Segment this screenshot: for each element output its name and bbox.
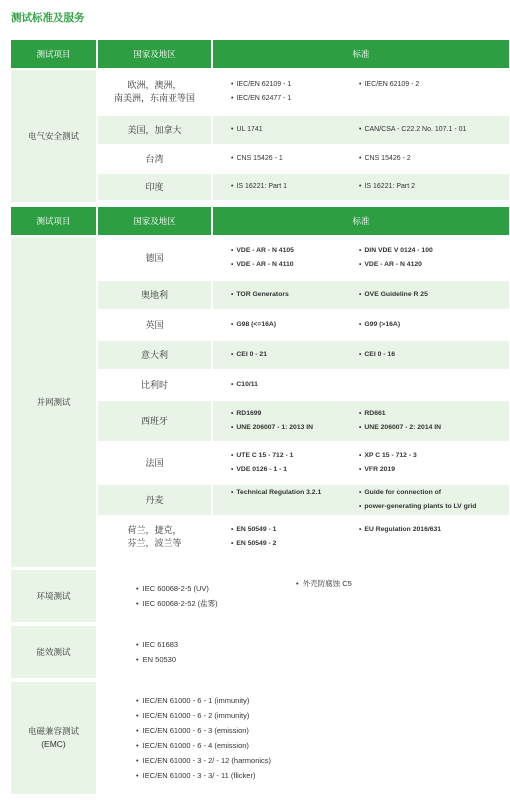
header-test-item: 测试项目 (11, 207, 96, 235)
region-cell: 意大利 (98, 341, 211, 369)
standards-cell (213, 237, 509, 279)
standard-item: • IEC/EN 61000 - 6 - 4 (emission) (136, 738, 356, 753)
page-title: 测试标准及服务 (11, 12, 85, 24)
table-row (98, 485, 509, 515)
standard-item: • IEC/EN 62109 - 2 (359, 78, 509, 92)
standards-cell (213, 443, 509, 483)
standard-item: • VDE - AR - N 4110 (231, 258, 359, 272)
standard-item: • VDE - AR - N 4120 (359, 258, 509, 272)
standards-cell (213, 517, 509, 557)
electrical-safety-table (11, 40, 509, 202)
standard-item: • CEI 0 - 16 (359, 348, 509, 362)
standard-item: • C10/11 (231, 378, 359, 392)
standard-item: • IEC/EN 62109 - 1 (231, 78, 359, 92)
standard-item: • DIN VDE V 0124 - 100 (359, 244, 509, 258)
standard-item: • IEC/EN 61000 - 6 - 2 (immunity) (136, 708, 356, 723)
standards-list-left (231, 152, 359, 166)
region-cell: 德国 (98, 237, 211, 279)
energy-efficiency-section (11, 626, 509, 678)
region-cell: 比利时 (98, 371, 211, 399)
header-test-item: 测试项目 (11, 40, 96, 68)
standard-item: • TOR Generators (231, 288, 359, 302)
standards-list-right (359, 348, 509, 362)
standards-list-right (359, 449, 509, 477)
standards-list-left (231, 123, 359, 137)
table-row (98, 341, 509, 369)
standards-list-right (359, 152, 509, 166)
standards-list-left (231, 180, 359, 194)
standard-item: • Technical Regulation 3.2.1 (231, 486, 359, 500)
standards-cell (213, 174, 509, 200)
region-cell: 英国 (98, 311, 211, 339)
standard-item: • 外壳防腐蚀 C5 (296, 576, 456, 591)
standard-item: • IEC 61683 (136, 637, 296, 652)
region-cell: 法国 (98, 443, 211, 483)
standards-list-right (359, 70, 509, 92)
grid-connection-table (11, 207, 509, 567)
standard-item: • IEC/EN 61000 - 6 - 3 (emission) (136, 723, 356, 738)
standards-list-right (359, 407, 509, 435)
standard-item: • IEC 60068-2-5 (UV) (136, 581, 296, 596)
standard-item: • G98 (<=16A) (231, 318, 359, 332)
standard-item: • XP C 15 - 712 - 3 (359, 449, 509, 463)
header-standard: 标准 (213, 40, 509, 68)
standard-item: • EU Regulation 2016/631 (359, 523, 509, 537)
emc-test-section (11, 682, 509, 794)
standards-cell (213, 70, 509, 114)
standards-list-right (359, 180, 509, 194)
standards-cell (213, 116, 509, 144)
category-cell: 能效测试 (11, 626, 96, 678)
standards-list-left (231, 485, 359, 500)
standards-cell (213, 485, 509, 515)
standards-list-left (231, 449, 359, 477)
region-cell: 台湾 (98, 146, 211, 172)
standards-list-left (136, 581, 296, 611)
standard-item: • IEC/EN 61000 - 3 - 3/ - 11 (flicker) (136, 768, 356, 783)
standards-list-left (231, 244, 359, 272)
category-cell: 环境测试 (11, 570, 96, 622)
standards-list-left (231, 78, 359, 106)
standards-list-right (359, 486, 509, 514)
environmental-test-section (11, 570, 509, 622)
region-cell: 欧洲，澳洲， 南美洲，东南亚等国 (98, 70, 211, 114)
standards-list-left (231, 523, 359, 551)
standard-item: • power-generating plants to LV grid (359, 500, 509, 514)
region-cell: 荷兰，捷克， 芬兰，波兰等 (98, 517, 211, 557)
standard-item: • IEC/EN 61000 - 6 - 1 (immunity) (136, 693, 356, 708)
standards-list-left (231, 407, 359, 435)
standards-list-right (359, 288, 509, 302)
standard-item: • IEC/EN 61000 - 3 - 2/ - 12 (harmonics) (136, 753, 356, 768)
table-row (98, 70, 509, 114)
region-cell: 美国，加拿大 (98, 116, 211, 144)
standard-item: • CEI 0 - 21 (231, 348, 359, 362)
standard-item: • IEC/EN 62477 - 1 (231, 92, 359, 106)
standards-list-right (359, 244, 509, 272)
header-region: 国家及地区 (98, 207, 211, 235)
standards-list-left (231, 318, 359, 332)
standards-list-left (231, 288, 359, 302)
standards-list-left (136, 693, 356, 783)
table-row (98, 174, 509, 200)
standard-item: • VFR 2019 (359, 463, 509, 477)
standards-list-right (359, 318, 509, 332)
standard-item: • UL 1741 (231, 123, 359, 137)
standard-item: • IS 16221: Part 2 (359, 180, 509, 194)
standard-item: • UTE C 15 - 712 - 1 (231, 449, 359, 463)
table-row (98, 371, 509, 399)
standard-item: • EN 50549 - 2 (231, 537, 359, 551)
table-row (98, 116, 509, 144)
standard-item: • G99 (>16A) (359, 318, 509, 332)
standard-item: • VDE - AR - N 4105 (231, 244, 359, 258)
table-row (98, 237, 509, 279)
region-cell: 印度 (98, 174, 211, 200)
standards-cell (213, 341, 509, 369)
standards-list-right (296, 570, 456, 591)
standards-list-left (231, 348, 359, 362)
header-standard: 标准 (213, 207, 509, 235)
category-cell: 电气安全测试 (11, 70, 96, 202)
standard-item: • RD1699 (231, 407, 359, 421)
category-cell: 并网测试 (11, 237, 96, 567)
region-cell: 丹麦 (98, 485, 211, 515)
table-row (98, 401, 509, 441)
table-row (98, 281, 509, 309)
standard-item: • EN 50549 - 1 (231, 523, 359, 537)
category-cell: 电磁兼容测试 (EMC) (11, 682, 96, 794)
table-header (11, 40, 509, 68)
standard-item: • CAN/CSA - C22.2 No. 107.1 - 01 (359, 123, 509, 137)
table-row (98, 517, 509, 557)
standards-list-right (359, 123, 509, 137)
table-header (11, 207, 509, 235)
standards-cell (213, 311, 509, 339)
table-row (98, 311, 509, 339)
standard-item: • IEC 60068-2-52 (盐雾) (136, 596, 296, 611)
standards-cell (213, 146, 509, 172)
standard-item: • OVE Guideline R 25 (359, 288, 509, 302)
region-cell: 奥地利 (98, 281, 211, 309)
standards-list-right (359, 371, 509, 378)
standards-list-right (359, 517, 509, 537)
standards-list-left (231, 378, 359, 392)
standards-cell (213, 401, 509, 441)
standard-item: • IS 16221: Part 1 (231, 180, 359, 194)
standard-item: • CNS 15426 - 1 (231, 152, 359, 166)
standard-item: • RD661 (359, 407, 509, 421)
table-row (98, 443, 509, 483)
standard-item: • UNE 206007 - 2: 2014 IN (359, 421, 509, 435)
standard-item: • Guide for connection of (359, 486, 509, 500)
table-row (98, 146, 509, 172)
header-region: 国家及地区 (98, 40, 211, 68)
standard-item: • EN 50530 (136, 652, 296, 667)
standards-cell (213, 281, 509, 309)
standard-item: • CNS 15426 - 2 (359, 152, 509, 166)
standard-item: • VDE 0126 - 1 - 1 (231, 463, 359, 477)
standards-list-left (136, 637, 296, 667)
standards-cell (213, 371, 509, 399)
standard-item: • UNE 206007 - 1: 2013 IN (231, 421, 359, 435)
region-cell: 西班牙 (98, 401, 211, 441)
